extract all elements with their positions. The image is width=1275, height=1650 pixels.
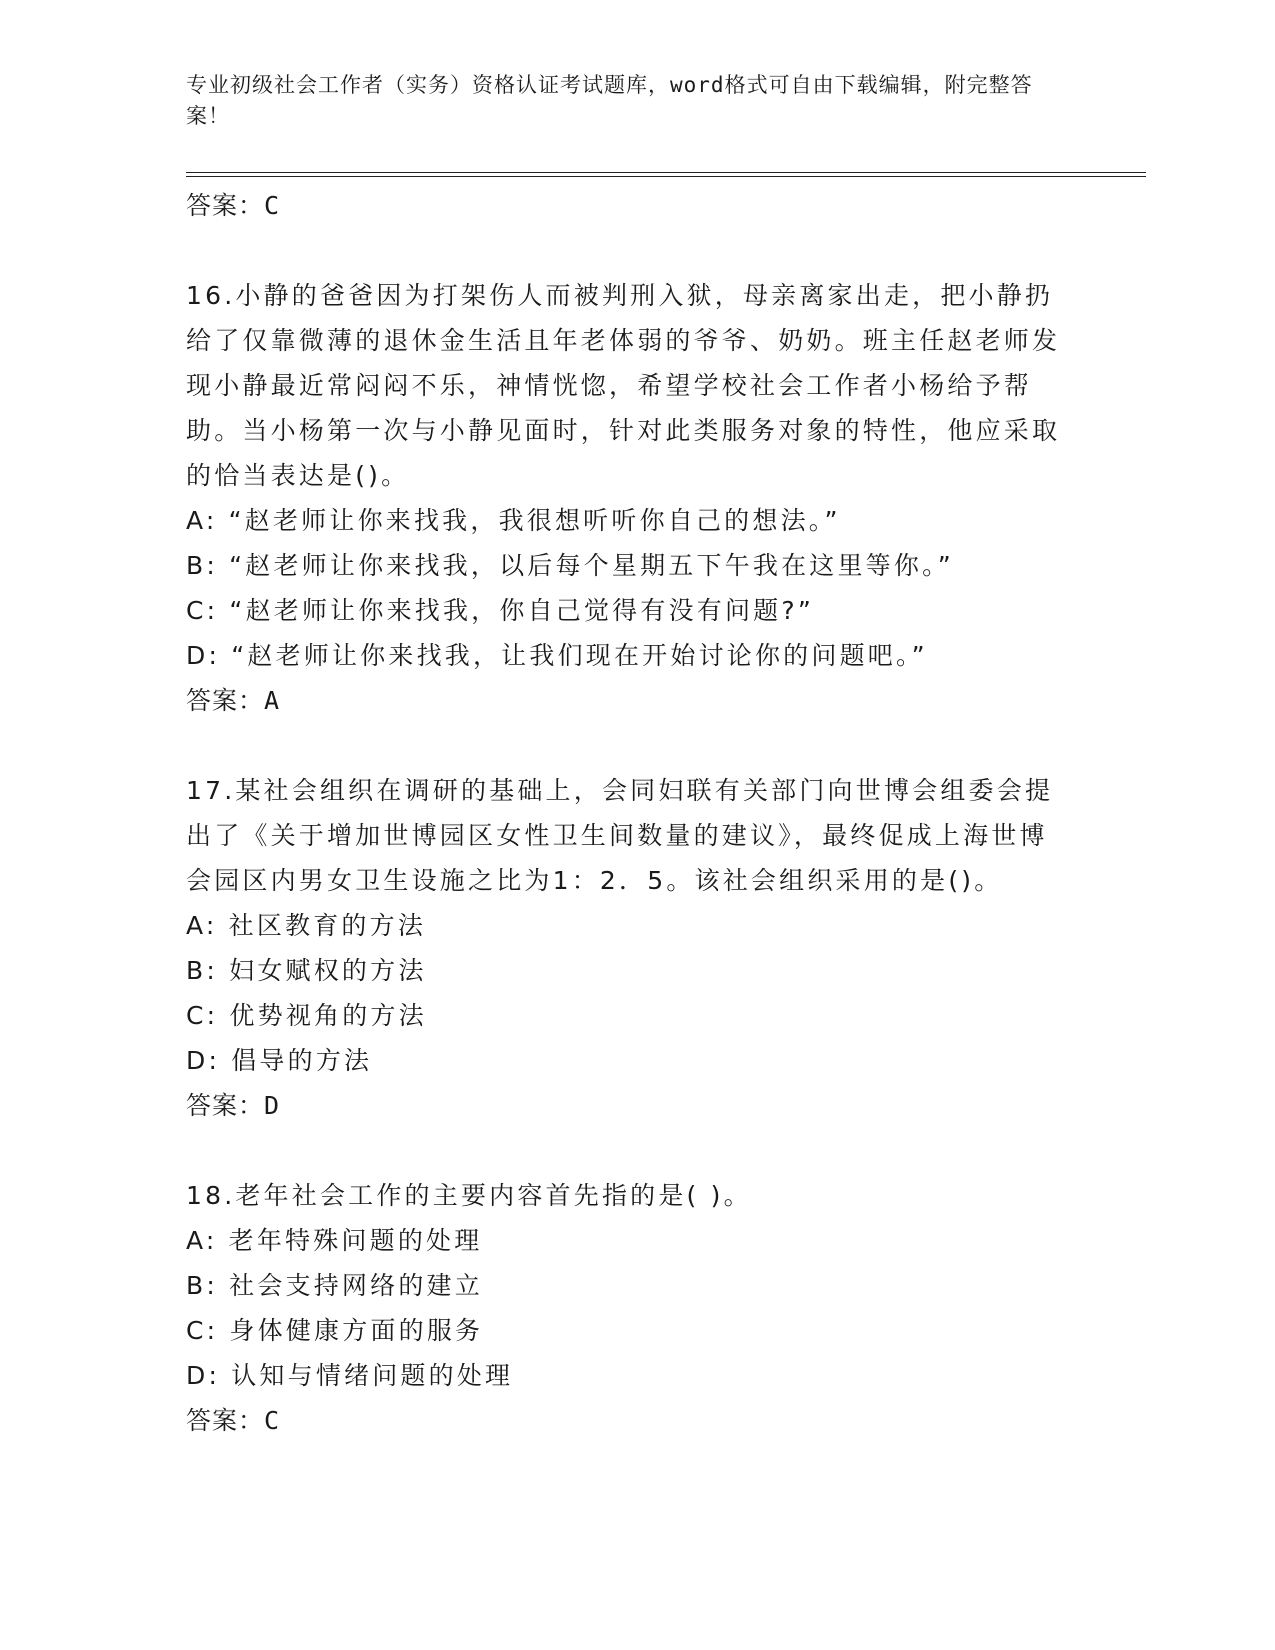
- question-stem: 18.老年社会工作的主要内容首先指的是( )。: [186, 1181, 752, 1210]
- option-c: C: 优势视角的方法: [186, 1001, 427, 1030]
- option-d: D: 认知与情绪问题的处理: [186, 1361, 514, 1390]
- option-a: A: 老年特殊问题的处理: [186, 1226, 483, 1255]
- question-17: [186, 768, 1146, 1128]
- option-a: A: 社区教育的方法: [186, 911, 427, 940]
- question-18: [186, 1173, 1146, 1443]
- option-b: B: 妇女赋权的方法: [186, 956, 427, 985]
- option-c: C: “赵老师让你来找我，你自己觉得有没有问题?”: [186, 596, 814, 625]
- question-stem: 17.某社会组织在调研的基础上，会同妇联有关部门向世博会组委会提出了《关于增加世博园区女性卫生间数量的建议》，最终促成上海世博会园区内男女卫生设施之比为1：2．5。该社会组织采用的是()。: [186, 776, 1054, 895]
- option-d: D: 倡导的方法: [186, 1046, 373, 1075]
- option-a: A: “赵老师让你来找我，我很想听听你自己的想法。”: [186, 506, 841, 535]
- question-16: [186, 273, 1146, 723]
- option-b: B: 社会支持网络的建立: [186, 1271, 483, 1300]
- option-b: B: “赵老师让你来找我，以后每个星期五下午我在这里等你。”: [186, 551, 954, 580]
- document-page: [186, 70, 1146, 1443]
- question-answer: 答案：A: [186, 686, 281, 715]
- header-rule: [186, 172, 1146, 177]
- option-d: D: “赵老师让你来找我，让我们现在开始讨论你的问题吧。”: [186, 641, 928, 670]
- previous-answer: 答案：C: [186, 191, 281, 220]
- question-answer: 答案：C: [186, 1406, 281, 1435]
- question-stem: 16.小静的爸爸因为打架伤人而被判刑入狱，母亲离家出走，把小静扔给了仅靠微薄的退休金生活且年老体弱的爷爷、奶奶。班主任赵老师发现小静最近常闷闷不乐，神情恍惚，希望学校社会工作者小杨给予帮助。当小杨第一次与小静见面时，针对此类服务对象的特性，他应采取的恰当表达是()。: [186, 281, 1061, 490]
- option-c: C: 身体健康方面的服务: [186, 1316, 484, 1345]
- document-header: 专业初级社会工作者（实务）资格认证考试题库，word格式可自由下载编辑，附完整答案！: [186, 73, 1033, 128]
- question-answer: 答案：D: [186, 1091, 281, 1120]
